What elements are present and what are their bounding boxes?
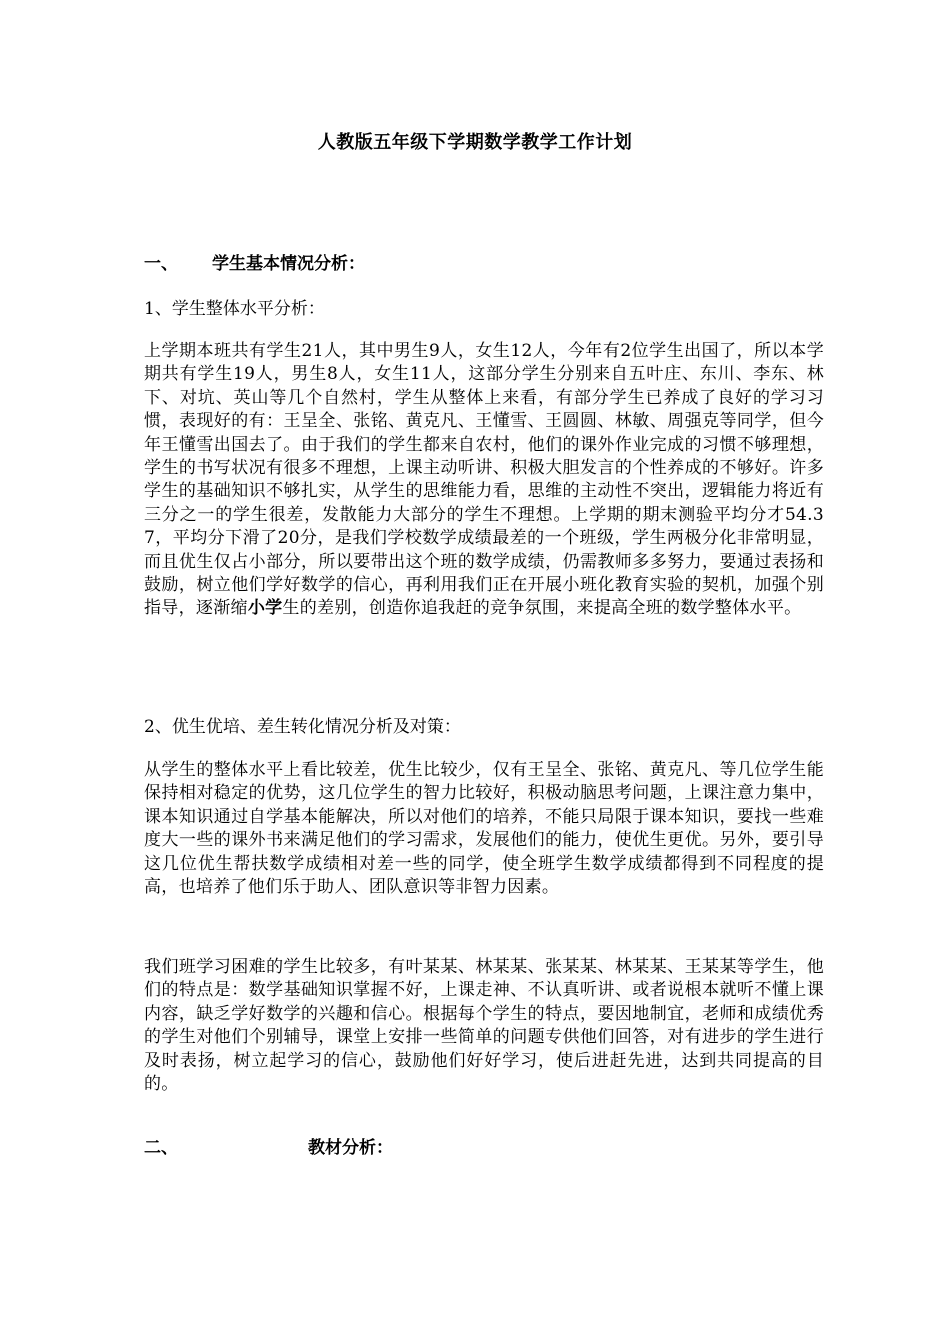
section-title: 学生基本情况分析： [212,254,365,274]
section-number: 一、 [144,254,178,274]
subsection-heading-overall-level: 1、学生整体水平分析： [144,299,325,319]
section-number: 二、 [144,1138,178,1158]
paragraph-struggling-students: 我们班学习困难的学生比较多，有叶某某、林某某、张某某、林某某、王某某等学生，他们的特点是：数学基础知识掌握不好，上课走神、不认真听讲、或者说根本就听不懂上课内容，缺乏学好数学的兴趣和信心。根据每个学生的特点，要因地制宜，老师和成绩优秀的学生对他们个别辅导，课堂上安排一些简单的问题专供他们回答，对有进步的学生进行及时表扬，树立起学习的信心，鼓励他们好好学习，使后进赶先进，达到共同提高的目的。 [144,957,824,1095]
document-title: 人教版五年级下学期数学教学工作计划 [317,132,633,153]
bold-keyword: 小学 [247,598,283,619]
section-heading-textbook-analysis [144,1133,393,1158]
paragraph-class-overview [144,340,824,621]
subsection-heading-top-and-struggling-students: 2、优生优培、差生转化情况分析及对策： [144,717,461,737]
paragraph-text: 生的差别，创造你追我赶的竞争氛围，来提高全班的数学整体水平。 [282,598,802,619]
paragraph-top-students: 从学生的整体水平上看比较差，优生比较少，仅有王呈全、张铭、黄克凡、等几位学生能保持相对稳定的优势，这几位学生的智力比较好，积极动脑思考问题，上课注意力集中，课本知识通过自学基本能解决，所以对他们的培养，不能只局限于课本知识，要找一些难度大一些的课外书来满足他们的学习需求，发展他们的能力，使优生更优。另外，要引导这几位优生帮扶数学成绩相对差一些的同学，使全班学生数学成绩都得到不同程度的提高，也培养了他们乐于助人、团队意识等非智力因素。 [144,760,824,898]
section-title: 教材分析： [308,1138,393,1158]
paragraph-text: 上学期本班共有学生21人，其中男生9人，女生12人，今年有2位学生出国了，所以本学期共有学生19人，男生8人，女生11人，这部分学生分别来自五叶庄、东川、李东、林下、对坑、英山等几个自然村，学生从整体上来看，有部分学生已养成了良好的学习习惯，表现好的有：王呈全、张铭、黄克凡、王懂雪、王圆圆、林敏、周强克等同学，但今年王懂雪出国去了。由于我们的学生都来自农村，他们的课外作业完成的习惯不够理想，学生的书写状况有很多不理想，上课主动听讲、积极大胆发言的个性养成的不够好。许多学生的基础知识不够扎实，从学生的思维能力看，思维的主动性不突出，逻辑能力将近有三分之一的学生很差，发散能力大部分的学生不理想。上学期的期末测验平均分才54.37，平均分下滑了20分，是我们学校数学成绩最差的一个班级，学生两极分化非常明显，而且优生仅占小部分，所以要带出这个班的数学成绩，仍需教师多多努力，要通过表扬和鼓励，树立他们学好数学的信心，再利用我们正在开展小班化教育实验的契机，加强个别指导，逐渐缩 [144,341,824,619]
section-heading-student-analysis [144,249,365,274]
